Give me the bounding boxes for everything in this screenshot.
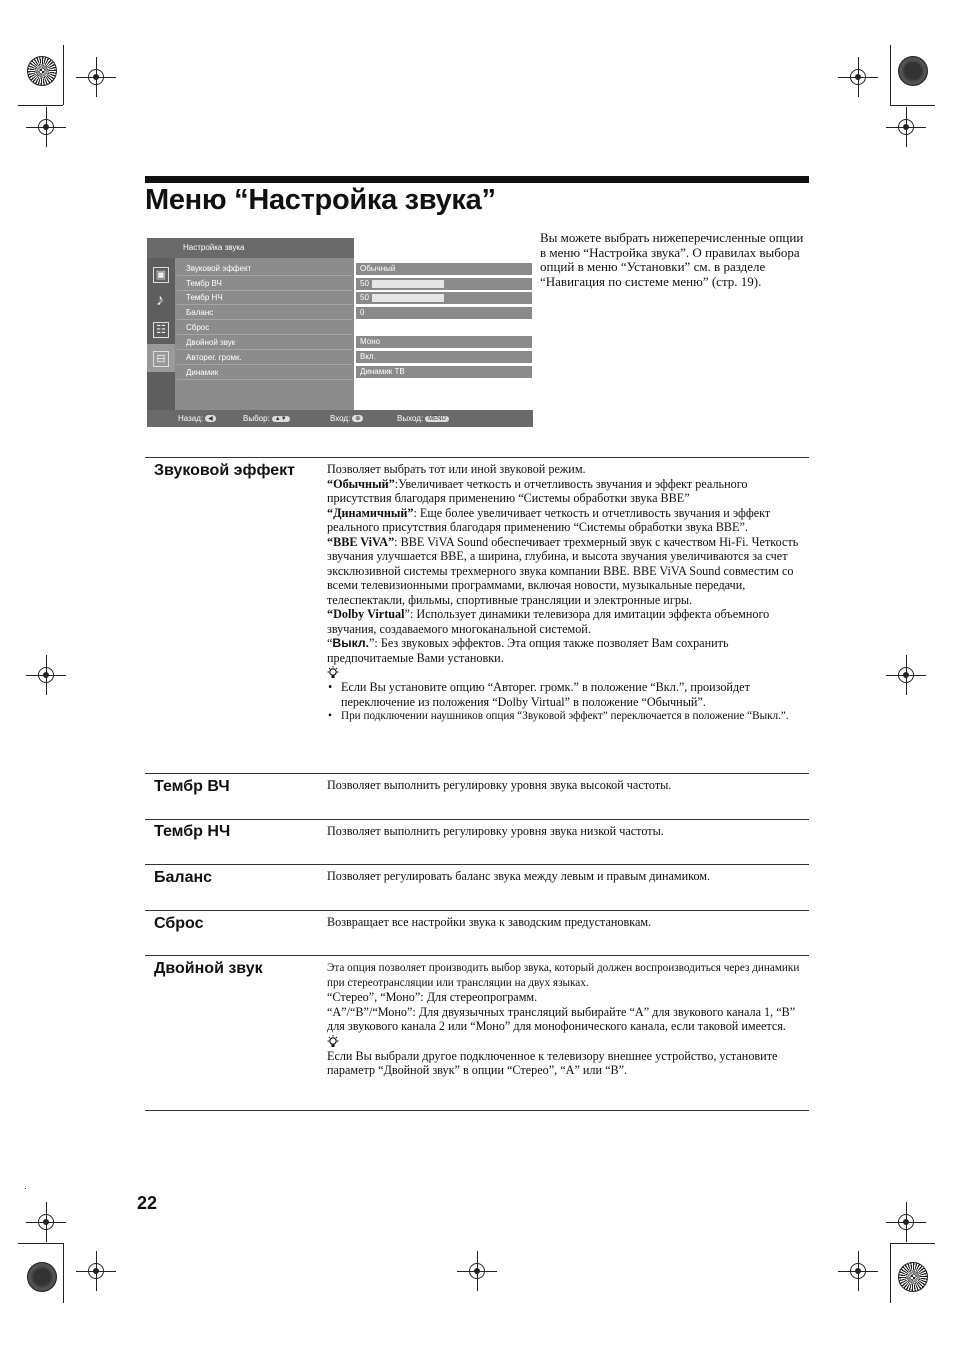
divider [145, 955, 809, 956]
back-arrow-icon: ◀ [205, 415, 216, 422]
menu-item-value: Вкл. [356, 351, 532, 363]
enter-icon: ⊕ [352, 415, 363, 422]
hint-lightbulb-icon [327, 1035, 339, 1048]
term-bass: Тембр НЧ [154, 823, 231, 840]
desc-dual-sound: Эта опция позволяет производить выбор звука, который должен воспроизводиться через динамики при стереотрансляции или трансляции на двух языках. “Стерео”, “Моно”: Для стереопрограмм. “A”/“B”/“Моно”: Для двуязычных трансляций выбирайте “A” для звукового канала 1, “B” для звукового канала 2 или “Моно” для монофонического канала, если таковой имеется. Если Вы выбрали другое подключенное к телевизору внешнее устройство, установите параметр “Двойной звук” в опции “Стерео”, “A” или “B”. [327, 962, 800, 1077]
menu-item-value: Динамик ТВ [356, 366, 532, 378]
divider [145, 1110, 809, 1111]
desc-treble: Позволяет выполнить регулировку уровня звука высокой частоты. [327, 778, 672, 792]
desc-reset: Возвращает все настройки звука к заводским предустановкам. [327, 915, 652, 929]
registration-star-icon [27, 56, 57, 86]
desc-balance: Позволяет регулировать баланс звука между левым и правым динамиком. [327, 869, 711, 883]
menu-item-label: Звуковой эффект [186, 264, 252, 273]
menu-item-list [175, 258, 354, 410]
registration-star-icon [27, 1262, 57, 1292]
menu-item-value: Обычный [356, 263, 532, 275]
divider [145, 457, 809, 458]
menu-item-label: Сброс [186, 323, 210, 332]
menu-item-value: 0 [356, 307, 532, 319]
registration-star-icon [898, 1262, 928, 1292]
sound-settings-menu-screenshot [147, 238, 533, 427]
menu-sidebar [147, 258, 175, 410]
menu-item-label: Тембр ВЧ [186, 279, 222, 288]
settings-list-icon: ☷ [153, 322, 169, 338]
level-bar [372, 280, 444, 288]
title-bar [145, 176, 809, 183]
up-down-arrows-icon: ▲▼ [272, 416, 290, 422]
menu-footer: Назад: ◀ Выбор: ▲▼ Вход: ⊕ Выход: MENU [147, 410, 533, 427]
intro-text: Вы можете выбрать нижеперечисленные опции в меню “Настройка звука”. О правилах выбора опций в меню “Установки” см. в разделе “Навигация по системе меню” (стр. 19). [540, 230, 804, 289]
menu-item-label: Баланс [186, 308, 214, 317]
menu-item-label: Динамик [186, 368, 219, 377]
menu-item-label: Тембр НЧ [186, 293, 223, 302]
menu-item-label: Авторег. громк. [186, 353, 242, 362]
divider [145, 819, 809, 820]
menu-item-value: Моно [356, 336, 532, 348]
desc-bass: Позволяет выполнить регулировку уровня звука низкой частоты. [327, 824, 664, 838]
music-note-icon: ♪ [156, 292, 164, 309]
divider [145, 910, 809, 911]
term-treble: Тембр ВЧ [154, 778, 230, 795]
term-sound-effect: Звуковой эффект [154, 462, 295, 479]
page-number: 22 [137, 1193, 158, 1213]
hint-lightbulb-icon [327, 666, 339, 679]
term-balance: Баланс [154, 869, 213, 886]
desc-sound-effect: Позволяет выбрать тот или иной звуковой режим. “Обычный”:Увеличивает четкость и отчетливость звучания и эффект реального присутствия благодаря применению “Системы обработки звука BBE” “Динамичный”: Еще более увеличивает четкость и отчетливость звучания и эффект реального присутствия благодаря применению “Системы обработки звука BBE”. “BBE ViVA”: BBE ViVA Sound обеспечивает трехмерный звук с качеством Hi-Fi. Четкость звучания улучшается BBE, а ширина, глубина, и высота звучания увеличиваются за счет эксклюзивной системы трехмерного звука компании BBE. BBE ViVA Sound совместим со всеми телевизионными программами, включая новости, музыкальные передачи, телеспектакли, фильмы, спортивные трансляции и электронные игры. “Dolby Virtual”: Использует динамики телевизора для имитации эффекта объемного звучания, создаваемого многоканальной системой. “Выкл.”: Без звуковых эффектов. Эта опция также позволяет Вам сохранить предпочитаемые Вами установки. • Если Вы установите опцию “Авторег. громк.” в положение “Вкл.”, произойдет переключение из положения “Dolby Virtual” в положение “Обычный”. • При подключении наушников опция “Звуковой эффект” переключается в положение “Выкл.”. [327, 462, 809, 724]
toolbox-icon: ⊟ [153, 351, 169, 367]
menu-item-value: 50 [356, 292, 532, 304]
divider [145, 864, 809, 865]
menu-button-icon: MENU [425, 416, 449, 422]
page-title: Меню “Настройка звука” [145, 184, 496, 216]
level-bar [372, 294, 444, 302]
term-reset: Сброс [154, 915, 204, 932]
picture-icon: ▣ [153, 267, 169, 283]
menu-header: Настройка звука [147, 238, 354, 258]
term-dual-sound: Двойной звук [154, 960, 263, 977]
divider [145, 773, 809, 774]
menu-item-label: Двойной звук [186, 338, 236, 347]
registration-star-icon [898, 56, 928, 86]
menu-item-value: 50 [356, 278, 532, 290]
